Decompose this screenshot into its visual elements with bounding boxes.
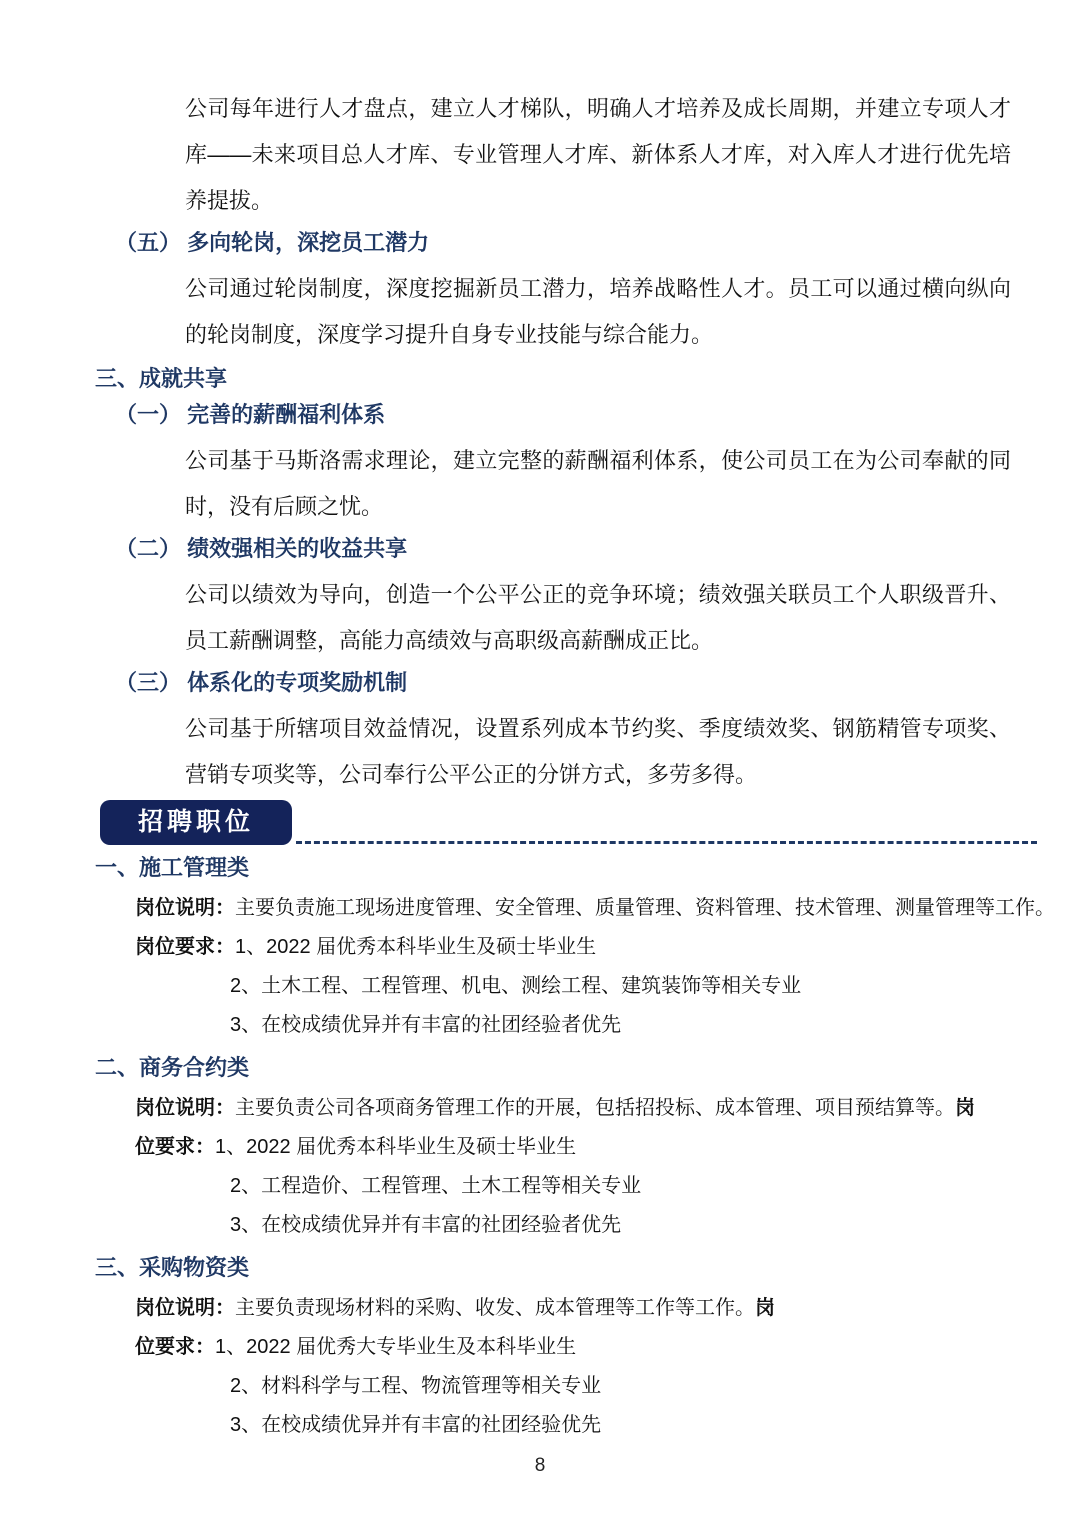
job-line-label-suffix: 岗 <box>755 1297 775 1319</box>
job-line-text: 2、材料科学与工程、物流管理等相关专业 <box>230 1375 602 1397</box>
heading-performance-sharing: （二） 绩效强相关的收益共享 <box>115 536 408 561</box>
job-line-label: 位要求： <box>135 1336 215 1358</box>
job-line <box>135 928 1080 967</box>
job-line <box>230 1167 1080 1206</box>
job-section-construction <box>0 853 1080 1045</box>
heading-welfare-system: （一） 完善的薪酬福利体系 <box>115 402 386 427</box>
job-line-label: 位要求： <box>135 1136 215 1158</box>
paragraph-rotation: 公司通过轮岗制度，深度挖掘新员工潜力，培养战略性人才。员工可以通过横向纵向的轮岗制度，深度学习提升自身专业技能与综合能力。 <box>185 276 1011 347</box>
job-title-procurement: 三、采购物资类 <box>95 1255 250 1280</box>
recruitment-positions-badge: 招聘职位 <box>100 800 292 845</box>
page-number: 8 <box>534 1455 546 1476</box>
job-section-commercial <box>0 1053 1080 1245</box>
job-line-label: 岗位要求： <box>135 936 235 958</box>
paragraph-talent-pool: 公司每年进行人才盘点，建立人才梯队，明确人才培养及成长周期，并建立专项人才库——未来项目总人才库、专业管理人才库、新体系人才库，对入库人才进行优先培养提拔。 <box>185 96 1011 213</box>
job-title-construction: 一、施工管理类 <box>95 855 250 880</box>
job-line-text: 1、2022 届优秀大专毕业生及本科毕业生 <box>215 1336 577 1358</box>
job-line-label: 岗位说明： <box>135 1297 235 1319</box>
job-line <box>230 967 1080 1006</box>
job-line-text: 1、2022 届优秀本科毕业生及硕士毕业生 <box>215 1136 577 1158</box>
job-line-label-suffix: 岗 <box>955 1097 975 1119</box>
recruitment-positions-header <box>100 800 1037 845</box>
job-line-label: 岗位说明： <box>135 897 235 919</box>
job-line-text: 1、2022 届优秀本科毕业生及硕士毕业生 <box>235 936 597 958</box>
job-line <box>230 1406 1080 1445</box>
heading-section-5-rotation: （五） 多向轮岗，深挖员工潜力 <box>115 230 430 255</box>
heading-reward-mechanism: （三） 体系化的专项奖励机制 <box>115 670 408 695</box>
job-line-text: 3、在校成绩优异并有丰富的社团经验优先 <box>230 1414 602 1436</box>
job-line <box>135 889 1080 928</box>
job-line-label: 岗位说明： <box>135 1097 235 1119</box>
job-line <box>135 1328 1080 1367</box>
job-line <box>135 1289 1080 1328</box>
job-line-text: 主要负责公司各项商务管理工作的开展，包括招投标、成本管理、项目预结算等。 <box>235 1097 955 1119</box>
job-line <box>230 1206 1080 1245</box>
job-line-text: 3、在校成绩优异并有丰富的社团经验者优先 <box>230 1014 622 1036</box>
dashed-divider <box>296 841 1037 844</box>
job-line <box>135 1089 1080 1128</box>
paragraph-performance-sharing: 公司以绩效为导向，创造一个公平公正的竞争环境；绩效强关联员工个人职级晋升、员工薪酬调整，高能力高绩效与高职级高薪酬成正比。 <box>185 582 1011 653</box>
job-line <box>230 1006 1080 1045</box>
job-line-text: 2、土木工程、工程管理、机电、测绘工程、建筑装饰等相关专业 <box>230 975 802 997</box>
paragraph-reward-mechanism: 公司基于所辖项目效益情况，设置系列成本节约奖、季度绩效奖、钢筋精管专项奖、营销专项奖等，公司奉行公平公正的分饼方式，多劳多得。 <box>185 716 1011 787</box>
job-line <box>230 1367 1080 1406</box>
job-title-commercial: 二、商务合约类 <box>95 1055 250 1080</box>
job-section-procurement <box>0 1253 1080 1445</box>
job-line-text: 2、工程造价、工程管理、土木工程等相关专业 <box>230 1175 642 1197</box>
paragraph-welfare-system: 公司基于马斯洛需求理论，建立完整的薪酬福利体系，使公司员工在为公司奉献的同时，没有后顾之忧。 <box>185 448 1011 519</box>
job-line-text: 主要负责施工现场进度管理、安全管理、质量管理、资料管理、技术管理、测量管理等工作。 <box>235 897 1055 919</box>
job-line-text: 主要负责现场材料的采购、收发、成本管理等工作等工作。 <box>235 1297 755 1319</box>
job-line-text: 3、在校成绩优异并有丰富的社团经验者优先 <box>230 1214 622 1236</box>
heading-achievement-sharing: 三、成就共享 <box>95 366 228 391</box>
job-line <box>135 1128 1080 1167</box>
